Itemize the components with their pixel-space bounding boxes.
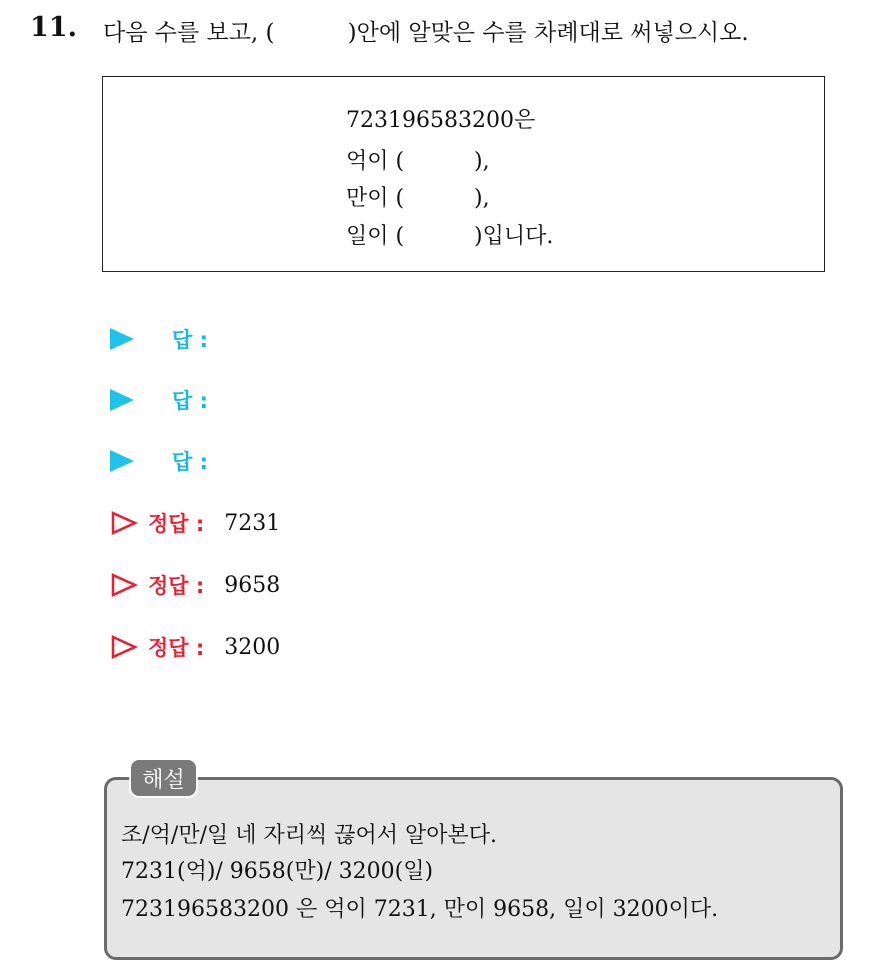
answer-label: 답 : <box>172 450 208 474</box>
solution-label: 정답 : <box>148 512 205 536</box>
explanation-line-2: 7231(억)/ 9658(만)/ 3200(일) <box>121 859 434 884</box>
solution-value: 9658 <box>224 572 281 598</box>
solution-value: 3200 <box>224 634 281 660</box>
solution-row <box>110 570 280 600</box>
outline-triangle-icon <box>110 572 138 598</box>
filled-triangle-icon <box>110 389 134 411</box>
answer-row[interactable] <box>110 324 208 354</box>
outline-triangle-icon <box>110 510 138 536</box>
explanation-tab: 해설 <box>129 758 198 798</box>
outline-triangle-icon <box>110 634 138 660</box>
box-line-eok: 억이 ( ), <box>346 149 490 174</box>
explanation-line-1: 조/억/만/일 네 자리씩 끊어서 알아본다. <box>121 823 497 848</box>
answer-row[interactable] <box>110 446 208 476</box>
question-number: 11. <box>30 12 77 43</box>
box-line-number: 723196583200은 <box>346 108 536 133</box>
solution-label: 정답 : <box>148 574 205 598</box>
question-text: 다음 수를 보고, ( )안에 알맞은 수를 차례대로 써넣으시오. <box>103 20 749 46</box>
question-box <box>102 76 825 272</box>
answer-row[interactable] <box>110 385 208 415</box>
box-line-il: 일이 ( )입니다. <box>346 224 554 249</box>
filled-triangle-icon <box>110 328 134 350</box>
filled-triangle-icon <box>110 450 134 472</box>
explanation-line-3: 723196583200 은 억이 7231, 만이 9658, 일이 3200이다. <box>121 897 719 922</box>
answer-label: 답 : <box>172 328 208 352</box>
solution-row <box>110 508 280 538</box>
answer-label: 답 : <box>172 389 208 413</box>
box-line-man: 만이 ( ), <box>346 186 490 211</box>
solution-value: 7231 <box>224 510 281 536</box>
solution-row <box>110 632 280 662</box>
solution-label: 정답 : <box>148 636 205 660</box>
